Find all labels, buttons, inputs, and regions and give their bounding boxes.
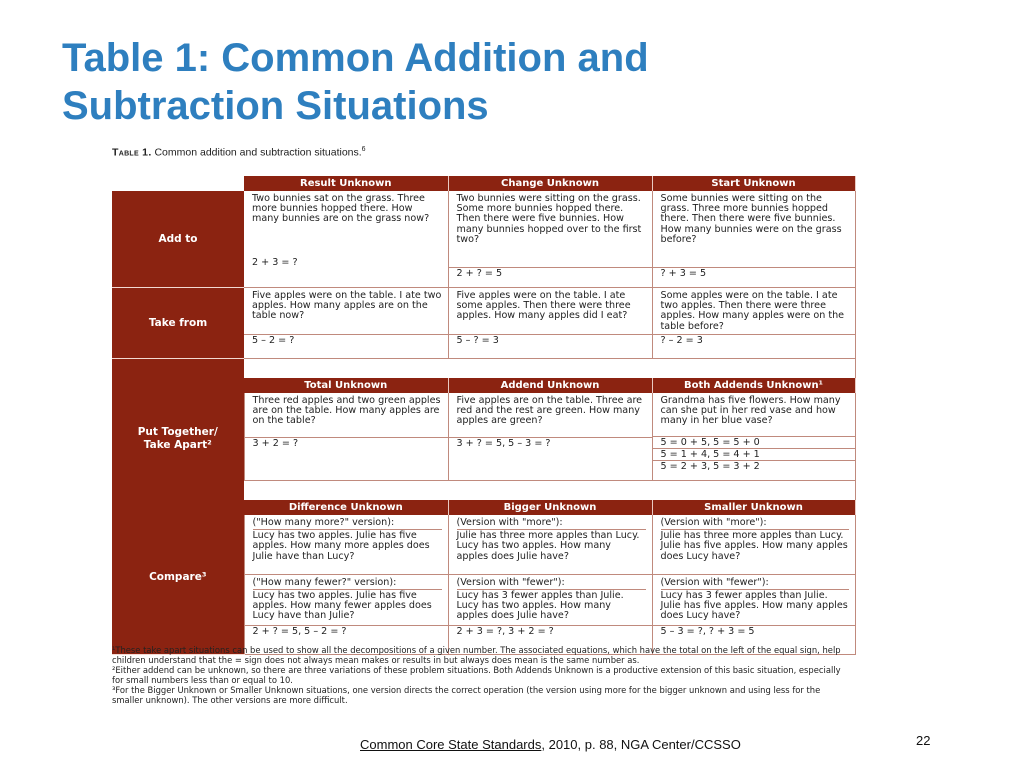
source-citation bbox=[360, 737, 741, 752]
version-intro: ("How many more?" version): bbox=[253, 518, 442, 530]
cell-equation: 2 + ? = 5, 5 – 2 = ? bbox=[245, 625, 448, 637]
cell-equation: 2 + 3 = ?, 3 + 2 = ? bbox=[449, 625, 652, 637]
cell-both-addends-unknown bbox=[652, 393, 855, 481]
cell-equation: 3 + 2 = ? bbox=[245, 437, 448, 449]
version-intro: (Version with "fewer"): bbox=[661, 578, 849, 590]
cell-add-to-start bbox=[652, 191, 855, 288]
table-row-add-to bbox=[112, 191, 855, 288]
cell-text: Five apples are on the table. Three are red and the rest are green. How many apples are green? bbox=[456, 395, 643, 427]
cell-equation-1: 5 = 0 + 5, 5 = 5 + 0 bbox=[653, 436, 855, 448]
spacer-blank bbox=[244, 481, 855, 501]
version-intro: (Version with "more"): bbox=[661, 518, 849, 530]
cell-text: Three red apples and two green apples are on the table. How many apples are on the table? bbox=[252, 395, 441, 427]
compare-block-1 bbox=[245, 515, 448, 564]
row-label-take-from: Take from bbox=[112, 288, 244, 359]
cell-text: Some bunnies were sitting on the grass. Three more bunnies hopped there. Then there were five bunnies. How many bunnies were on the grass before? bbox=[660, 193, 842, 245]
cell-equation-2: 5 = 1 + 4, 5 = 4 + 1 bbox=[653, 448, 855, 460]
row-label-put-together-line1: Put Together/ bbox=[137, 426, 218, 438]
cell-equation: 5 – 2 = ? bbox=[244, 334, 448, 346]
table-caption bbox=[112, 146, 366, 159]
source-link[interactable]: Common Core State Standards bbox=[360, 737, 542, 752]
version-text: Julie has three more apples than Lucy. Julie has five apples. How many apples does Lucy have? bbox=[660, 530, 848, 562]
compare-gap bbox=[245, 564, 448, 575]
version-intro: (Version with "more"): bbox=[457, 518, 646, 530]
compare-block-1 bbox=[653, 515, 855, 564]
cell-bigger-unknown bbox=[448, 515, 652, 655]
cell-text: Some apples were on the table. I ate two apples. Then there were three apples. How many apples were on the table before? bbox=[660, 290, 845, 332]
cell-equation: 2 + 3 = ? bbox=[252, 257, 298, 268]
header-both-addends-unknown: Both Addends Unknown¹ bbox=[652, 378, 855, 393]
section1-header-row bbox=[112, 176, 855, 191]
table-caption-sup: 6 bbox=[361, 146, 366, 153]
cell-text: Two bunnies sat on the grass. Three more bunnies hopped there. How many bunnies are on the grass now? bbox=[252, 193, 430, 225]
compare-block-2 bbox=[653, 575, 855, 624]
cell-total-unknown bbox=[244, 393, 448, 481]
header-result-unknown: Result Unknown bbox=[244, 176, 448, 191]
page-number: 22 bbox=[916, 733, 931, 748]
slide-title-line-2: Subtraction Situations bbox=[62, 84, 489, 128]
version-text: Lucy has 3 fewer apples than Julie. Lucy has two apples. How many apples does Julie have? bbox=[456, 590, 624, 622]
cell-equation: 5 – 3 = ?, ? + 3 = 5 bbox=[653, 625, 855, 637]
compare-block-1 bbox=[449, 515, 652, 564]
spacer-label bbox=[112, 359, 244, 379]
cell-take-from-result bbox=[244, 288, 448, 359]
cell-equation: ? + 3 = 5 bbox=[653, 267, 855, 279]
cell-equation: 3 + ? = 5, 5 – 3 = ? bbox=[449, 437, 652, 449]
cell-equation: 5 – ? = 3 bbox=[449, 334, 652, 346]
compare-block-2 bbox=[245, 575, 448, 624]
cell-text: Grandma has five flowers. How many can she put in her red vase and how many in her blue vase? bbox=[660, 395, 841, 427]
cell-equation-3: 5 = 2 + 3, 5 = 3 + 2 bbox=[653, 460, 855, 472]
spacer-row bbox=[112, 359, 855, 379]
header-blank bbox=[112, 176, 244, 191]
section2-header-row bbox=[112, 378, 855, 393]
section3-header-row bbox=[112, 500, 855, 515]
cell-text: Two bunnies were sitting on the grass. Some more bunnies hopped there. Then there were five bunnies. How many bunnies hopped over to the first two? bbox=[456, 193, 642, 245]
cell-equation: 2 + ? = 5 bbox=[449, 267, 652, 279]
header-total-unknown: Total Unknown bbox=[244, 378, 448, 393]
compare-gap bbox=[449, 564, 652, 575]
header-difference-unknown: Difference Unknown bbox=[244, 500, 448, 515]
source-rest: , 2010, p. 88, NGA Center/CCSSO bbox=[541, 737, 741, 752]
version-intro: ("How many fewer?" version): bbox=[253, 578, 442, 590]
table-caption-text: Common addition and subtraction situations. bbox=[154, 146, 362, 159]
row-label-compare: Compare³ bbox=[112, 500, 244, 655]
header-smaller-unknown: Smaller Unknown bbox=[652, 500, 855, 515]
table-caption-label: Table 1. bbox=[112, 146, 152, 159]
version-text: Lucy has two apples. Julie has five apples. How many more apples does Julie have than Lucy? bbox=[252, 530, 430, 562]
footnote-1: ¹These take apart situations can be used to show all the decompositions of a given number. The associated equations, which have the total on the left of the equal sign, help children understand that the = sign does not always mean makes or results in but always does mean is the same number as. bbox=[112, 645, 841, 665]
compare-block-2 bbox=[449, 575, 652, 624]
cell-take-from-start bbox=[652, 288, 855, 359]
version-text: Lucy has 3 fewer apples than Julie. Julie has five apples. How many apples does Lucy have? bbox=[660, 590, 848, 622]
slide-title bbox=[62, 34, 942, 130]
cell-take-from-change bbox=[448, 288, 652, 359]
version-intro: (Version with "fewer"): bbox=[457, 578, 646, 590]
footnotes bbox=[112, 646, 852, 705]
header-bigger-unknown: Bigger Unknown bbox=[448, 500, 652, 515]
footnote-3: ³For the Bigger Unknown or Smaller Unknown situations, one version directs the correct operation (the version using more for the bigger unknown and using less for the smaller unknown). The other versions are more difficult. bbox=[112, 684, 821, 705]
header-start-unknown: Start Unknown bbox=[652, 176, 855, 191]
row-label-add-to: Add to bbox=[112, 191, 244, 288]
cell-text: Five apples were on the table. I ate some apples. Then there were three apples. How many apples did I eat? bbox=[456, 290, 631, 322]
header-change-unknown: Change Unknown bbox=[448, 176, 652, 191]
cell-difference-unknown bbox=[244, 515, 448, 655]
cell-equation: ? – 2 = 3 bbox=[653, 334, 855, 346]
row-label-put-together-line2: Take Apart² bbox=[143, 439, 212, 451]
spacer-blank bbox=[244, 359, 855, 379]
row-label-put-together bbox=[112, 378, 244, 500]
cell-text: Five apples were on the table. I ate two apples. How many apples are on the table now? bbox=[252, 290, 442, 322]
cell-add-to-result bbox=[244, 191, 448, 288]
addition-subtraction-table bbox=[112, 176, 856, 655]
cell-smaller-unknown bbox=[652, 515, 855, 655]
version-text: Lucy has two apples. Julie has five apples. How many fewer apples does Lucy have than Julie? bbox=[252, 590, 432, 622]
footnote-2: ²Either addend can be unknown, so there are three variations of these problem situations. Both Addends Unknown is a productive extension of this basic situation, especially for small numbers less than or equal to 10. bbox=[112, 664, 841, 685]
table-row-take-from bbox=[112, 288, 855, 359]
header-addend-unknown: Addend Unknown bbox=[448, 378, 652, 393]
version-text: Julie has three more apples than Lucy. Lucy has two apples. How many apples does Julie have? bbox=[456, 530, 640, 562]
compare-gap bbox=[653, 564, 855, 575]
cell-addend-unknown bbox=[448, 393, 652, 481]
slide-title-line-1: Table 1: Common Addition and bbox=[62, 36, 649, 80]
cell-add-to-change bbox=[448, 191, 652, 288]
